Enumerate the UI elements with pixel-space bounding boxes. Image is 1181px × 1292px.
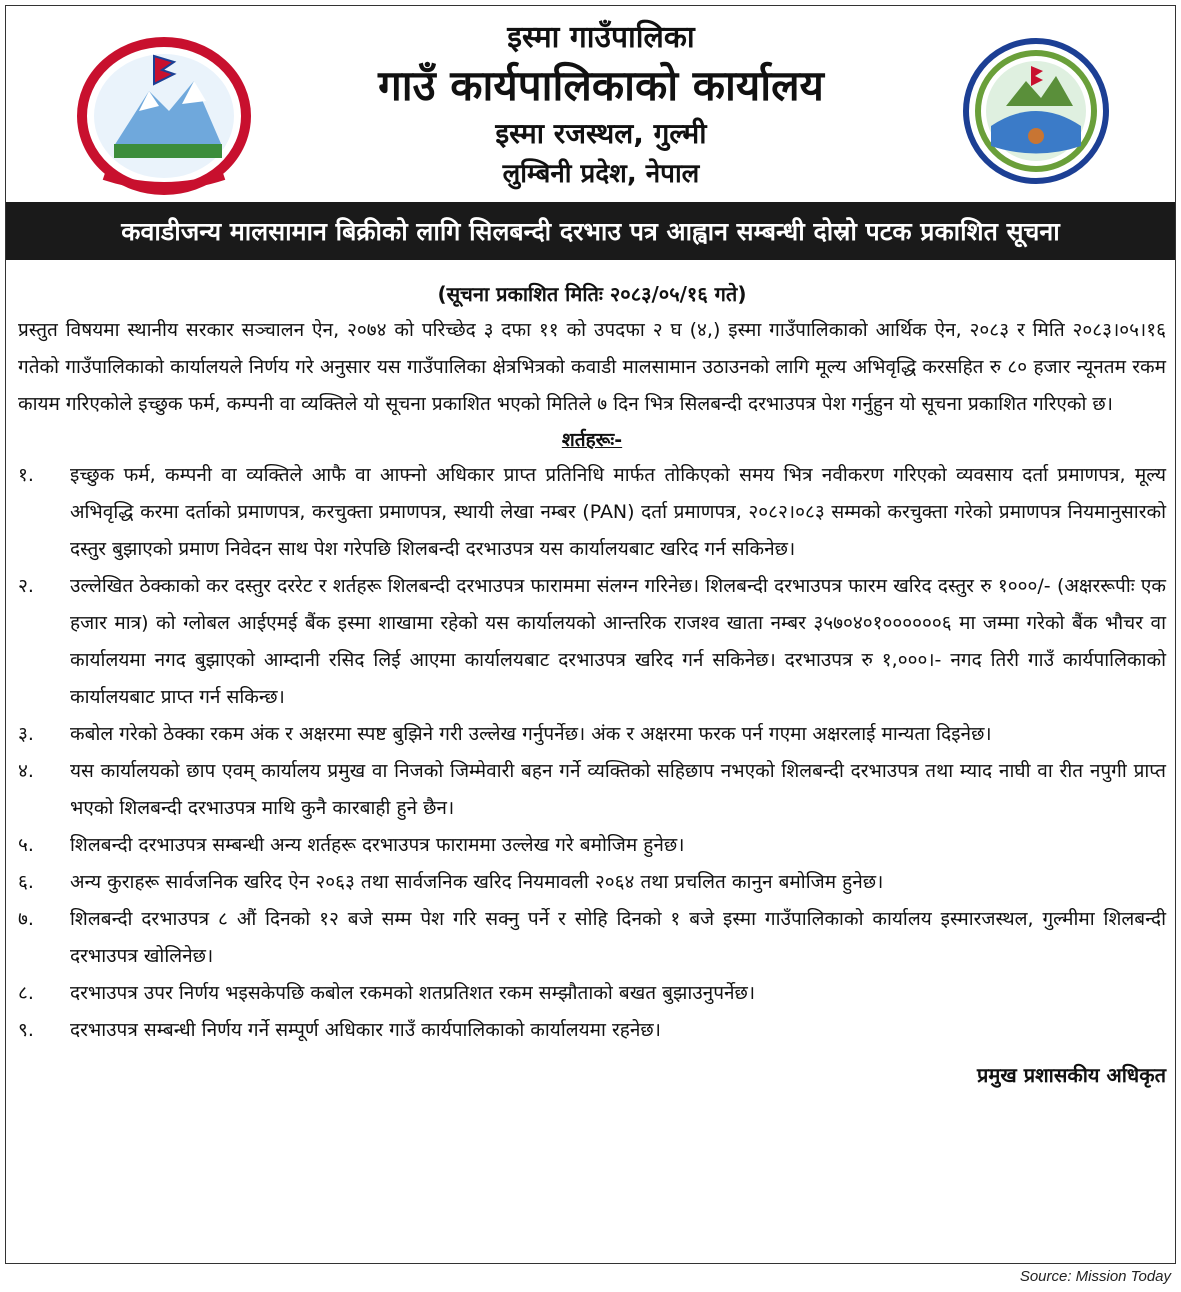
notice-page (5, 5, 1176, 1264)
notice-body (18, 276, 1166, 1094)
condition-number: ७. (18, 908, 34, 930)
signatory-title: प्रमुख प्रशासकीय अधिकृत (977, 1063, 1166, 1087)
isma-municipality-logo-icon (961, 36, 1111, 186)
province-country: लुम्बिनी प्रदेश, नेपाल (502, 159, 700, 189)
condition-number: १. (18, 464, 34, 486)
source-credit: Source: Mission Today (1019, 1268, 1171, 1285)
municipality-name: इस्मा गाउँपालिका (507, 20, 695, 55)
office-location: इस्मा रजस्थल, गुल्मी (495, 117, 707, 150)
condition-text: उल्लेखित ठेक्काको कर दस्तुर दररेट र शर्तहरू शिलबन्दी दरभाउपत्र फाराममा संलग्न गरिनेछ। शिलबन्दी दरभाउपत्र फारम खरिद दस्तुर रु १०००/- (अक्षररूपीः एक हजार मात्र) को ग्लोबल आईएमई बैंक इस्मा शाखामा रहेको यस कार्यालयको आन्तरिक राजश्व खाता नम्बर ३५७०४०१००००००६ मा जम्मा गरेको बैंक भौचर वा कार्यालयमा नगद बुझाएको आम्दानी रसिद लिई आएमा कार्यालयबाट दरभाउपत्र खरिद गर्न सकिनेछ। दरभाउपत्र रु १,०००।- नगद तिरी गाउँ कार्यपालिकाको कार्यालयबाट प्राप्त गर्न सकिन्छ। (70, 575, 1166, 708)
condition-text: दरभाउपत्र सम्बन्धी निर्णय गर्ने सम्पूर्ण अधिकार गाउँ कार्यपालिकाको कार्यालयमा रहनेछ। (70, 1019, 661, 1041)
publish-date: (सूचना प्रकाशित मितिः २०८३/०५/१६ गते) (437, 282, 747, 306)
condition-item (18, 753, 1166, 827)
condition-number: ३. (18, 723, 34, 745)
condition-number: ८. (18, 982, 34, 1004)
nepal-government-emblem-icon (74, 36, 254, 196)
condition-item (18, 864, 1166, 901)
office-name: गाउँ कार्यपालिकाको कार्यालय (378, 61, 824, 110)
condition-text: अन्य कुराहरू सार्वजनिक खरिद ऐन २०६३ तथा सार्वजनिक खरिद नियमावली २०६४ तथा प्रचलित कानुन बमोजिम हुनेछ। (70, 871, 884, 893)
notice-header (6, 6, 1175, 196)
condition-number: ५. (18, 834, 34, 856)
condition-item (18, 716, 1166, 753)
condition-number: २. (18, 575, 34, 597)
condition-text: इच्छुक फर्म, कम्पनी वा व्यक्तिले आफै वा आफ्नो अधिकार प्राप्त प्रतिनिधि मार्फत तोकिएको समय भित्र नवीकरण गरिएको व्यवसाय दर्ता प्रमाणपत्र, मूल्य अभिवृद्धि करमा दर्ताको प्रमाणपत्र, करचुक्ता प्रमाणपत्र, स्थायी लेखा नम्बर (PAN) दर्ता प्रमाणपत्र, २०८२।०८३ सम्मको करचुक्ता गरेको प्रमाणपत्र नियमानुसारको दस्तुर बुझाएको प्रमाण निवेदन साथ पेश गरेपछि शिलबन्दी दरभाउपत्र यस कार्यालयबाट खरिद गर्न सकिनेछ। (70, 464, 1166, 560)
condition-text: दरभाउपत्र उपर निर्णय भइसकेपछि कबोल रकमको शतप्रतिशत रकम सम्झौताको बखत बुझाउनुपर्नेछ। (70, 982, 756, 1004)
condition-item (18, 827, 1166, 864)
office-heading (256, 18, 946, 194)
condition-text: शिलबन्दी दरभाउपत्र ८ औं दिनको १२ बजे सम्म पेश गरि सक्नु पर्ने र सोहि दिनको १ बजे इस्मा गाउँपालिकाको कार्यालय इस्मारजस्थल, गुल्मीमा शिलबन्दी दरभाउपत्र खोलिनेछ। (70, 908, 1166, 967)
condition-text: कबोल गरेको ठेक्का रकम अंक र अक्षरमा स्पष्ट बुझिने गरी उल्लेख गर्नुपर्नेछ। अंक र अक्षरमा फरक पर्न गएमा अक्षरलाई मान्यता दिइनेछ। (70, 723, 992, 745)
condition-number: ६. (18, 871, 34, 893)
condition-number: ९. (18, 1019, 34, 1041)
condition-item (18, 901, 1166, 975)
condition-item (18, 568, 1166, 716)
condition-text: यस कार्यालयको छाप एवम् कार्यालय प्रमुख वा निजको जिम्मेवारी बहन गर्ने व्यक्तिको सहिछाप नभएको शिलबन्दी दरभाउपत्र तथा म्याद नाघी वा रीत नपुगी प्राप्त भएको शिलबन्दी दरभाउपत्र माथि कुनै कारबाही हुने छैन। (70, 760, 1166, 819)
notice-title: कवाडीजन्य मालसामान बिक्रीको लागि सिलबन्दी दरभाउ पत्र आह्वान सम्बन्धी दोस्रो पटक प्रकाशित सूचना (6, 202, 1175, 260)
condition-number: ४. (18, 760, 34, 782)
terms-heading: शर्तहरूः- (561, 429, 623, 451)
intro-paragraph: प्रस्तुत विषयमा स्थानीय सरकार सञ्चालन ऐन, २०७४ को परिच्छेद ३ दफा ११ को उपदफा २ घ (४,) इस्मा गाउँपालिकाको आर्थिक ऐन, २०८३ र मिति २०८३।०५।१६ गतेको गाउँपालिकाको कार्यालयले निर्णय गरे अनुसार यस गाउँपालिका क्षेत्रभित्रको कवाडी मालसामान उठाउनको लागि मूल्य अभिवृद्धि करसहित रु ८० हजार न्यूनतम रकम कायम गरिएकोले इच्छुक फर्म, कम्पनी वा व्यक्तिले यो सूचना प्रकाशित भएको मितिले ७ दिन भित्र सिलबन्दी दरभाउपत्र पेश गर्नुहुन यो सूचना प्रकाशित गरिएको छ। (18, 319, 1166, 415)
condition-item (18, 1012, 1166, 1049)
condition-item (18, 975, 1166, 1012)
condition-text: शिलबन्दी दरभाउपत्र सम्बन्धी अन्य शर्तहरू दरभाउपत्र फाराममा उल्लेख गरे बमोजिम हुनेछ। (70, 834, 685, 856)
condition-item (18, 457, 1166, 568)
